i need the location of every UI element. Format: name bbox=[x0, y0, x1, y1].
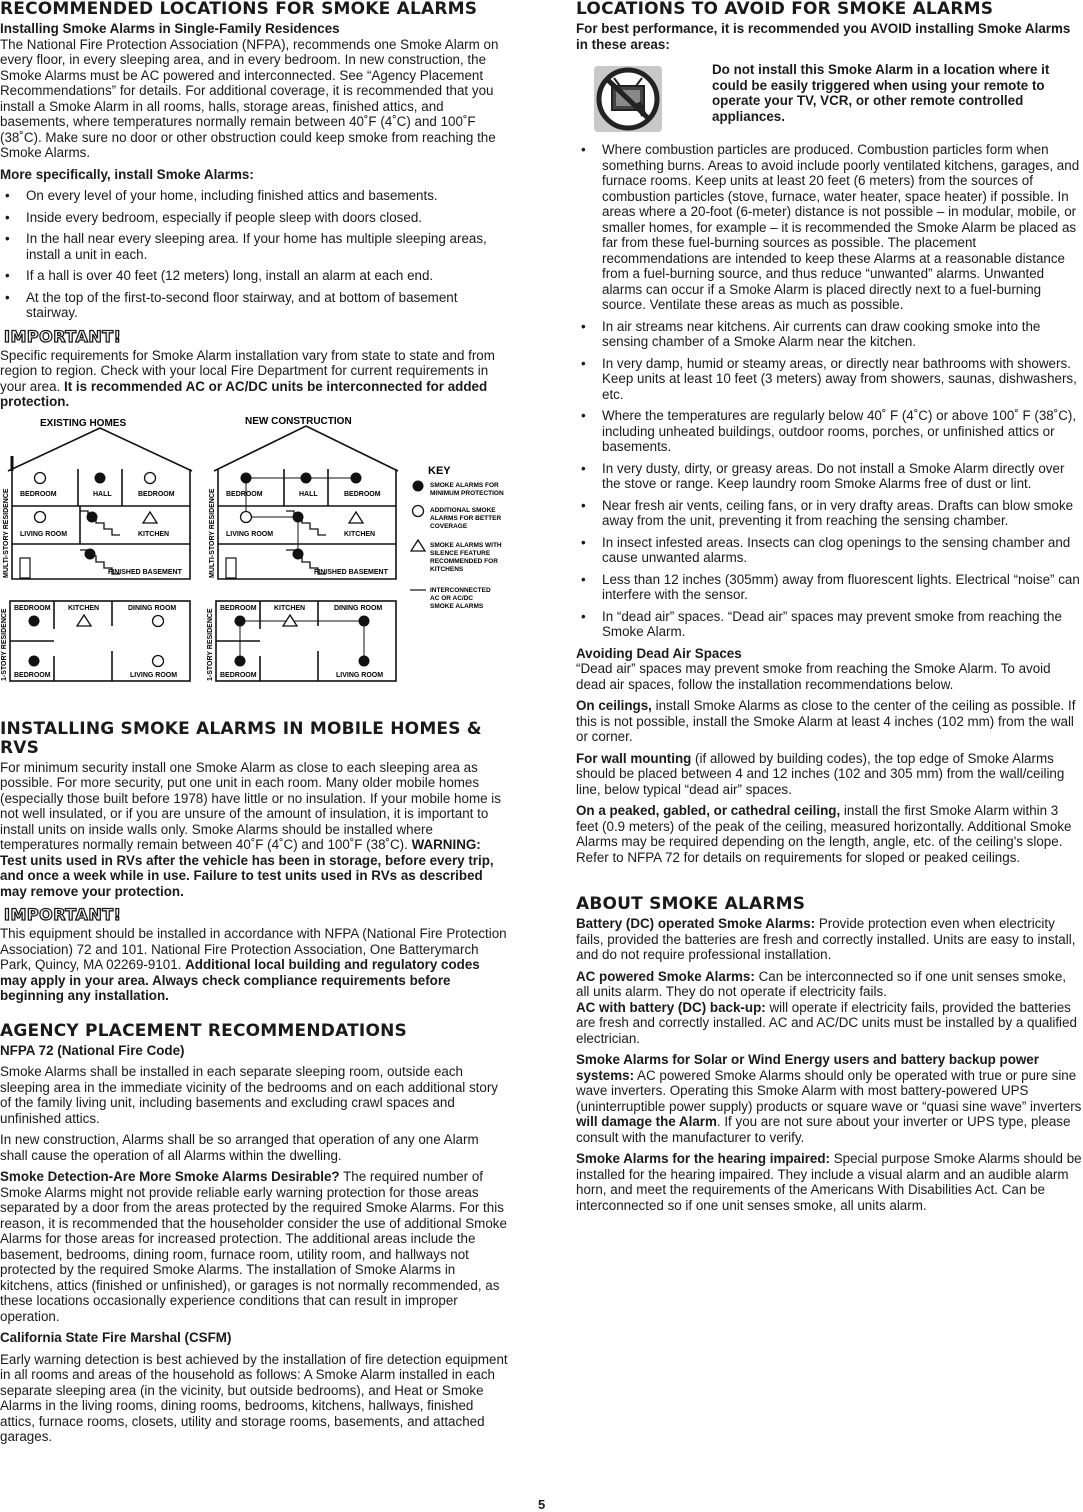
existing-homes-title: EXISTING HOMES bbox=[40, 417, 127, 429]
new-construction-title: NEW CONSTRUCTION bbox=[245, 415, 352, 427]
finished-basement-label: FINISHED BASEMENT bbox=[314, 568, 388, 576]
multi-story-label: MULTI-STORY RESIDENCE bbox=[209, 487, 216, 578]
list-item: • If a hall is over 40 feet (12 meters) long, install an alarm at each end. bbox=[0, 268, 508, 284]
rec-title: RECOMMENDED LOCATIONS FOR SMOKE ALARMS bbox=[0, 0, 478, 19]
bedroom-label: BEDROOM bbox=[226, 490, 263, 498]
svg-text:INTERCONNECTEDAC OR AC/DCSMOKE: INTERCONNECTED AC OR AC/DC SMOKE ALARMS bbox=[430, 586, 491, 610]
important-heading: IMPORTANT! bbox=[4, 905, 122, 924]
bedroom-label: BEDROOM bbox=[20, 490, 57, 498]
wall-paragraph: For wall mounting (if allowed by building codes), the top edge of Smoke Alarms should be placed between 4 and 12 inches (102 and 305 mm) from the wall/ceiling line, below typical “dead air” spaces. bbox=[576, 750, 1065, 797]
list-item: • In “dead air” spaces. “Dead air” spaces may prevent smoke from reaching the Smoke Alarm. bbox=[576, 609, 1083, 640]
list-item: • Inside every bedroom, especially if people sleep with doors closed. bbox=[0, 210, 508, 226]
kitchen-label: KITCHEN bbox=[68, 604, 100, 612]
kitchen-label: KITCHEN bbox=[138, 530, 170, 538]
kitchen-label: KITCHEN bbox=[344, 530, 376, 538]
rec-paragraph: The National Fire Protection Association (NFPA), recommends one Smoke Alarm on every floor, in every sleeping area, and in every bedroom. In new construction, the Smoke Alarms must be AC powered and interconnected. See “Agency Placement Recommendations” for details. For additional coverage, it is recommended that you install a Smoke Alarm in all rooms, halls, storage areas, finished attics, and basements, where temperatures normally remain between 40˚F (4˚C) and 100˚F (38˚C). Make sure no door or other obstruction could keep smoke from reaching the Smoke Alarms. bbox=[0, 36, 499, 160]
agency-paragraph: Smoke Detection-Are More Smoke Alarms Desirable? The required number of Smoke Alarms might not provide reliable early warning protection for those areas separated by a door from the areas protected by the required Smoke Alarms. For this reason, it is recommended that the householder consider the use of additional Smoke Alarms for those areas for increased protection. The additional areas include the basement, bedrooms, dining room, furnace room, utility room, and hallways not protected by the required Smoke Alarms. The installation of Smoke Alarms in kitchens, attics (finished or unfinished), or garages is not normally recommended, as these locations occasionally experience conditions that can result in improper operation. bbox=[0, 1169, 507, 1324]
right-column bbox=[576, 0, 1083, 1219]
tv-warning bbox=[576, 60, 1083, 134]
about-title: ABOUT SMOKE ALARMS bbox=[576, 894, 806, 914]
avoid-list bbox=[576, 142, 1083, 640]
avoid-title: LOCATIONS TO AVOID FOR SMOKE ALARMS bbox=[576, 0, 994, 19]
bedroom-label: BEDROOM bbox=[344, 490, 381, 498]
no-tv-remote-icon bbox=[592, 64, 664, 134]
living-room-label: LIVING ROOM bbox=[130, 671, 178, 679]
rec-important-text: Specific requirements for Smoke Alarm installation vary from state to state and from region to region. Check with your local Fire Department for current requirements in your area. It is recommended AC or AC/DC units be interconnected for added protection. bbox=[0, 347, 495, 409]
bedroom-label: BEDROOM bbox=[138, 490, 175, 498]
hall-label: HALL bbox=[93, 490, 112, 498]
dining-room-label: DINING ROOM bbox=[334, 604, 383, 612]
bedroom-label: BEDROOM bbox=[14, 604, 51, 612]
svg-text:ADDITIONAL SMOKEALARMS FOR BET: ADDITIONAL SMOKE ALARMS FOR BETTER COVERAGE bbox=[430, 506, 502, 530]
bedroom-label: BEDROOM bbox=[220, 671, 257, 679]
rec-subtitle: Installing Smoke Alarms in Single-Family Residences bbox=[0, 21, 340, 36]
csfm-subtitle: California State Fire Marshal (CSFM) bbox=[0, 1330, 232, 1345]
new-multistory-house bbox=[214, 426, 398, 579]
agency-paragraph: Smoke Alarms shall be installed in each separate sleeping room, outside each sleeping area in the immediate vicinity of the bedrooms and on each additional story of the family living unit, including basements and excluding crawl spaces and unfinished attics. bbox=[0, 1064, 498, 1126]
list-item: • Where combustion particles are produced. Combustion particles form when something burns. Areas to avoid include poorly ventilated kitchens, garages, and furnace rooms. Keep units at least 20 feet (6 meters) from the sources of combustion particles (stove, furnace, water heater, space heater) if possible. In areas where a 20-foot (6-meter) distance is not possible – in modular, mobile, or smaller homes, for example – it is recommended the Smoke Alarm be placed as far from these fuel-burning sources as possible. The placement recommendations are intended to keep these Alarms at a reasonable distance from a fuel-burning source, and thus reduce “unwanted” alarms. Unwanted alarms can occur if a Smoke Alarm is placed directly next to a fuel-burning source. Ventilate these areas as much as possible. bbox=[576, 142, 1083, 313]
list-item: • In very damp, humid or steamy areas, or directly near bathrooms with showers. Keep units at least 10 feet (3 meters) away from showers, saunas, dishwashers, etc. bbox=[576, 356, 1083, 403]
dead-air-heading: Avoiding Dead Air Spaces bbox=[576, 645, 742, 661]
svg-text:SMOKE ALARMS FORMINIMUM PROTEC: SMOKE ALARMS FOR MINIMUM PROTECTION bbox=[430, 481, 504, 497]
peaked-paragraph: On a peaked, gabled, or cathedral ceiling, install the first Smoke Alarm within 3 feet (0.9 meters) of the peak of the ceiling, measured horizontally. Additional Smoke Alarms may be required depending on the length, angle, etc. of the ceiling's slope. Refer to NFPA 72 for details on requirements for sloped or peaked ceilings. bbox=[576, 803, 1072, 865]
multi-story-label: MULTI-STORY RESIDENCE bbox=[3, 487, 10, 578]
page-number: 5 bbox=[538, 1497, 546, 1512]
list-item: • Near fresh air vents, ceiling fans, or in very drafty areas. Drafts can blow smoke away from the unit, preventing it from reaching the sensing chamber. bbox=[576, 498, 1083, 529]
living-room-label: LIVING ROOM bbox=[336, 671, 384, 679]
mobile-important-text: This equipment should be installed in accordance with NFPA (National Fire Protection Association) 72 and 101. National Fire Protection Association, One Batterymarch Park, Quincy, MA 02269-9101. Additional local building and regulatory codes may apply in your area. Always check compliance requirements before beginning any installation. bbox=[0, 926, 507, 1003]
battery-paragraph: Battery (DC) operated Smoke Alarms: Provide protection even when electricity fails, provided the batteries are fresh and correctly installed. Units are easy to install, and do not require professional installation. bbox=[576, 916, 1076, 962]
one-story-label: 1-STORY RESIDENCE bbox=[207, 607, 214, 681]
mobile-title: INSTALLING SMOKE ALARMS IN MOBILE HOMES & RVS bbox=[0, 718, 482, 758]
dining-room-label: DINING ROOM bbox=[128, 604, 177, 612]
new-onestory-plan bbox=[216, 601, 396, 681]
list-item: • In very dusty, dirty, or greasy areas. Do not install a Smoke Alarm directly over the stove or range. Keep laundry room Smoke Alarms free of dust or lint. bbox=[576, 461, 1083, 492]
list-item: • In the hall near every sleeping area. If your home has multiple sleeping areas, install a unit in each. bbox=[0, 231, 508, 262]
avoid-intro: For best performance, it is recommended you AVOID installing Smoke Alarms in these areas: bbox=[576, 21, 1071, 52]
list-item: • In insect infested areas. Insects can clog openings to the sensing chamber and cause unwanted alarms. bbox=[576, 535, 1083, 566]
bedroom-label: BEDROOM bbox=[14, 671, 51, 679]
list-item: • At the top of the first-to-second floor stairway, and at bottom of basement stairway. bbox=[0, 290, 508, 321]
mobile-paragraph: For minimum security install one Smoke Alarm as close to each sleeping area as possible. For more security, put one unit in each room. Many older mobile homes (especially those built before 1978) have little or no insulation. If your mobile home is not well insulated, or if you are unsure of the amount of insulation, it is important to install units on inside walls only. Smoke Alarms should be installed where temperatures normally remain between 40˚F (4˚C) and 100˚F (38˚C). WARNING: Test units used in RVs after the vehicle has been in storage, before every trip, and once a week while in use. Failure to test units used in RVs as described may remove your protection. bbox=[0, 759, 501, 899]
bedroom-label: BEDROOM bbox=[220, 604, 257, 612]
csfm-paragraph: Early warning detection is best achieved by the installation of fire detection equipment in all rooms and areas of the household as follows: A Smoke Alarm installed in each separate sleeping area (in the vicinity, but outside bedrooms), and Heat or Smoke Alarms in the living rooms, dining rooms, bedrooms, kitchens, hallways, finished attics, furnace rooms, closets, utility and storage rooms, basements, and attached garages. bbox=[0, 1351, 508, 1444]
existing-onestory-plan bbox=[10, 601, 190, 681]
rec-list bbox=[0, 188, 508, 321]
finished-basement-label: FINISHED BASEMENT bbox=[108, 568, 182, 576]
hearing-paragraph: Smoke Alarms for the hearing impaired: Special purpose Smoke Alarms should be installed for the hearing impaired. They include a visual alarm and an audible alarm horn, and meet the requirements of the Americans With Disabilities Act. Can be interconnected so if one unit senses smoke, all units alarm. bbox=[576, 1151, 1082, 1213]
list-item: • In air streams near kitchens. Air currents can draw cooking smoke into the sensing chamber of a Smoke Alarm near the kitchen. bbox=[576, 319, 1083, 350]
hall-label: HALL bbox=[299, 490, 318, 498]
placement-diagram bbox=[0, 416, 530, 706]
diagram-key bbox=[410, 465, 504, 610]
key-title: KEY bbox=[428, 464, 451, 477]
agency-paragraph: In new construction, Alarms shall be so arranged that operation of any one Alarm shall cause the operation of all Alarms within the dwelling. bbox=[0, 1132, 479, 1163]
living-room-label: LIVING ROOM bbox=[20, 530, 68, 538]
left-column bbox=[0, 0, 508, 1451]
ac-battery-paragraph: AC with battery (DC) back-up: will operate if electricity fails, provided the batteries are fresh and correctly installed. AC and AC/DC units must be installed by a qualified electrician. bbox=[576, 999, 1077, 1046]
list-item: • Where the temperatures are regularly below 40˚ F (4˚C) or above 100˚ F (38˚C), including unheated buildings, outdoor rooms, porches, or unfinished attics or basements. bbox=[576, 408, 1083, 455]
tv-warning-text: Do not install this Smoke Alarm in a location where it could be easily triggered when using your remote to operate your TV, VCR, or other remote controlled appliances. bbox=[712, 62, 1050, 124]
agency-title: AGENCY PLACEMENT RECOMMENDATIONS bbox=[0, 1020, 407, 1041]
rec-list-heading: More specifically, install Smoke Alarms: bbox=[0, 166, 254, 182]
living-room-label: LIVING ROOM bbox=[226, 530, 274, 538]
list-item: • On every level of your home, including finished attics and basements. bbox=[0, 188, 508, 204]
svg-text:SMOKE ALARMS WITHSILENCE FEATU: SMOKE ALARMS WITH SILENCE FEATURE RECOMMENDED FOR KITCHENS bbox=[430, 541, 502, 573]
dead-air-paragraph: “Dead air” spaces may prevent smoke from reaching the Smoke Alarm. To avoid dead air spaces, follow the installation recommendations below. bbox=[576, 661, 1051, 692]
kitchen-label: KITCHEN bbox=[274, 604, 306, 612]
ac-paragraph: AC powered Smoke Alarms: Can be interconnected so if one unit senses smoke, all units alarm. They do not operate if electricity fails. bbox=[576, 968, 1067, 999]
existing-multistory-house bbox=[8, 428, 192, 579]
one-story-label: 1-STORY RESIDENCE bbox=[1, 607, 8, 681]
solar-paragraph: Smoke Alarms for Solar or Wind Energy users and battery backup power systems: AC powered Smoke Alarms should only be operated with true or pure sine wave inverters. Operating this Smoke Alarm with most battery-powered UPS (uninterruptible power supply) products or square wave or “quasi sine wave” inverters will damage the Alarm. If you are not sure about your inverter or UPS type, please consult with the manufacturer to verify. bbox=[576, 1052, 1082, 1145]
list-item: • Less than 12 inches (305mm) away from fluorescent lights. Electrical “noise” can interfere with the sensor. bbox=[576, 572, 1083, 603]
important-heading: IMPORTANT! bbox=[4, 326, 122, 346]
ceiling-paragraph: On ceilings, install Smoke Alarms as close to the center of the ceiling as possible. If this is not possible, install the Smoke Alarm at least 4 inches (102 mm) from the wall or corner. bbox=[576, 698, 1076, 744]
agency-subtitle: NFPA 72 (National Fire Code) bbox=[0, 1042, 185, 1058]
